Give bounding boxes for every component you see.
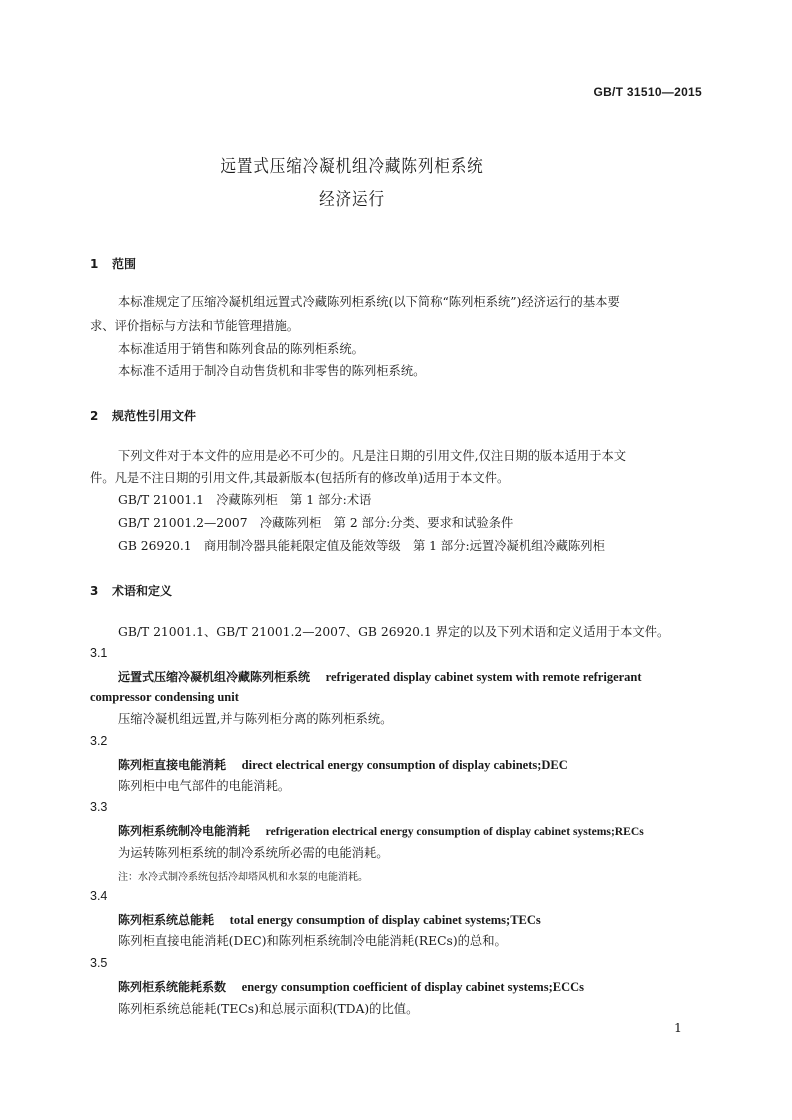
- paragraph: 件。凡是不注日期的引用文件,其最新版本(包括所有的修改单)适用于本文件。: [90, 471, 510, 485]
- page-number: 1: [674, 1020, 682, 1035]
- term-title: [118, 822, 644, 839]
- term-definition: 为运转陈列柜系统的制冷系统所必需的电能消耗。: [118, 846, 389, 860]
- term-title: [118, 756, 568, 773]
- term-chinese: 陈列柜系统制冷电能消耗: [118, 824, 251, 838]
- paragraph: 本标准适用于销售和陈列食品的陈列柜系统。: [118, 342, 364, 356]
- term-chinese: 远置式压缩冷凝机组冷藏陈列柜系统: [118, 670, 311, 684]
- reference-item: GB 26920.1 商用制冷器具能耗限定值及能效等级 第 1 部分:远置冷凝机组冷藏陈列柜: [118, 539, 605, 553]
- term-number: 3.4: [90, 889, 108, 903]
- term-chinese: 陈列柜系统能耗系数: [118, 980, 227, 994]
- term-english: total energy consumption of display cabinet systems;TECs: [229, 913, 541, 927]
- section-number: 1: [90, 257, 99, 271]
- term-number: 3.3: [90, 800, 108, 814]
- term-number: 3.2: [90, 734, 108, 748]
- paragraph: 本标准规定了压缩冷凝机组远置式冷藏陈列柜系统(以下简称“陈列柜系统”)经济运行的基本要: [118, 295, 620, 309]
- term-english: direct electrical energy consumption of display cabinets;DEC: [241, 758, 568, 772]
- term-english: refrigerated display cabinet system with remote refrigerant: [325, 670, 642, 684]
- term-definition: 陈列柜直接电能消耗(DEC)和陈列柜系统制冷电能消耗(RECs)的总和。: [118, 934, 507, 948]
- term-number: 3.1: [90, 646, 108, 660]
- paragraph: GB/T 21001.1、GB/T 21001.2—2007、GB 26920.1 界定的以及下列术语和定义适用于本文件。: [118, 625, 670, 639]
- paragraph: 本标准不适用于制冷自动售货机和非零售的陈列柜系统。: [118, 364, 426, 378]
- term-title: [118, 668, 642, 685]
- term-definition: 陈列柜中电气部件的电能消耗。: [118, 779, 291, 793]
- section-number: 2: [90, 409, 99, 423]
- term-definition: 压缩冷凝机组远置,并与陈列柜分离的陈列柜系统。: [118, 712, 393, 726]
- document-title-line1: 远置式压缩冷凝机组冷藏陈列柜系统: [220, 157, 484, 177]
- section-title: 术语和定义: [112, 584, 173, 598]
- term-english: refrigeration electrical energy consumption of display cabinet systems;RECs: [265, 825, 644, 838]
- section-number: 3: [90, 584, 99, 598]
- section-title: 规范性引用文件: [112, 409, 197, 423]
- paragraph: 下列文件对于本文件的应用是必不可少的。凡是注日期的引用文件,仅注日期的版本适用于本文: [118, 449, 627, 463]
- term-english-continued: compressor condensing unit: [90, 690, 239, 704]
- standard-number: GB/T 31510—2015: [593, 85, 702, 99]
- term-note: 注：水冷式制冷系统包括冷却塔风机和水泵的电能消耗。: [118, 872, 368, 883]
- term-number: 3.5: [90, 956, 108, 970]
- term-title: [118, 911, 541, 928]
- reference-item: GB/T 21001.2—2007 冷藏陈列柜 第 2 部分:分类、要求和试验条件: [118, 516, 514, 530]
- term-chinese: 陈列柜系统总能耗: [118, 913, 215, 927]
- section-3-heading: [90, 582, 172, 599]
- section-1-heading: [90, 255, 136, 272]
- paragraph: 求、评价指标与方法和节能管理措施。: [90, 319, 300, 333]
- term-title: [118, 978, 584, 995]
- term-chinese: 陈列柜直接电能消耗: [118, 758, 227, 772]
- section-2-heading: [90, 407, 196, 424]
- document-title-line2: 经济运行: [319, 190, 385, 210]
- term-definition: 陈列柜系统总能耗(TECs)和总展示面积(TDA)的比值。: [118, 1002, 419, 1016]
- section-title: 范围: [112, 257, 137, 271]
- reference-item: GB/T 21001.1 冷藏陈列柜 第 1 部分:术语: [118, 493, 372, 507]
- term-english: energy consumption coefficient of display cabinet systems;ECCs: [241, 980, 584, 994]
